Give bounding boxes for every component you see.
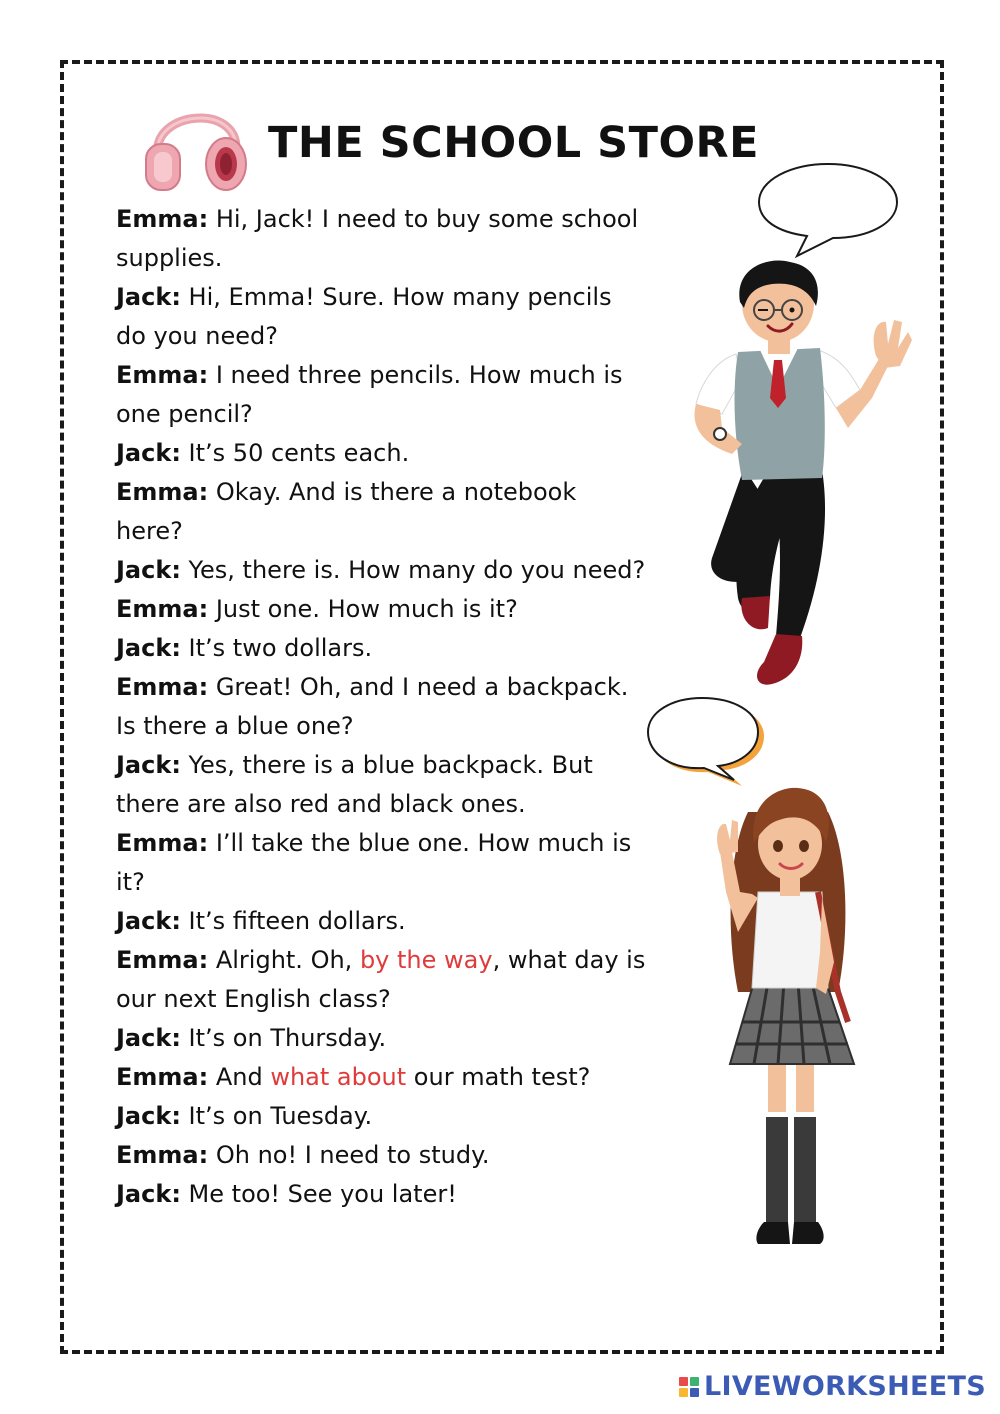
dialogue-text-segment: Just one. How much is it? [208,595,518,623]
dialogue-line [116,278,646,356]
speaker-name: Jack: [116,751,181,779]
speaker-name: Jack: [116,556,181,584]
dialogue-text-segment: Me too! See you later! [180,1180,457,1208]
speaker-name: Emma: [116,478,209,506]
dialogue-text-segment: Hi, Jack! I need to buy some school supplies. [116,205,639,272]
dialogue-line [116,941,646,1019]
dialogue-text-segment: And [208,1063,271,1091]
speaker-name: Emma: [116,946,209,974]
dialogue-text-segment: It’s on Thursday. [180,1024,387,1052]
speaker-name: Emma: [116,205,209,233]
dialogue-text-segment: Alright. Oh, [208,946,360,974]
speaker-name: Emma: [116,361,209,389]
highlighted-phrase: by the way [359,946,493,974]
dialogue-line [116,356,646,434]
speaker-name: Emma: [116,595,209,623]
dialogue-text-segment: , what day is our next English class? [116,946,646,1013]
girl-illustration [708,782,868,1252]
dialogue-text-segment: our math test? [406,1063,591,1091]
dialogue-line [116,1058,646,1097]
dialogue-text [116,200,646,1214]
dialogue-text-segment: I need three pencils. How much is one pencil? [116,361,623,428]
speaker-name: Jack: [116,1180,181,1208]
speaker-name: Jack: [116,1024,181,1052]
dialogue-text-segment: It’s fifteen dollars. [180,907,406,935]
dialogue-text-segment: Yes, there is. How many do you need? [180,556,646,584]
dialogue-line [116,1175,646,1214]
dialogue-line [116,200,646,278]
dialogue-line [116,1136,646,1175]
dialogue-text-segment: I’ll take the blue one. How much is it? [116,829,632,896]
dialogue-line [116,824,646,902]
boy-illustration [672,258,912,698]
speech-bubble-girl [644,694,766,790]
dialogue-text-segment: It’s on Tuesday. [180,1102,373,1130]
speaker-name: Jack: [116,283,181,311]
page-title: THE SCHOOL STORE [268,118,759,168]
speaker-name: Jack: [116,907,181,935]
speaker-name: Jack: [116,634,181,662]
highlighted-phrase: what about [270,1063,407,1091]
speaker-name: Emma: [116,673,209,701]
dialogue-line [116,590,646,629]
dialogue-line [116,473,646,551]
dialogue-text-segment: Okay. And is there a notebook here? [116,478,577,545]
speaker-name: Jack: [116,1102,181,1130]
dialogue-text-segment: It’s two dollars. [180,634,373,662]
liveworksheets-logo-icon [679,1377,699,1397]
dialogue-text-segment: It’s 50 cents each. [180,439,410,467]
speech-bubble-boy [755,160,901,260]
dialogue-line [116,746,646,824]
dialogue-text-segment: Hi, Emma! Sure. How many pencils do you need? [116,283,612,350]
dialogue-line [116,902,646,941]
liveworksheets-logo [679,1371,986,1402]
dialogue-line [116,668,646,746]
dialogue-line [116,1097,646,1136]
dialogue-text-segment: Oh no! I need to study. [208,1141,490,1169]
dialogue-text-segment: Great! Oh, and I need a backpack. Is there a blue one? [116,673,629,740]
speaker-name: Emma: [116,1141,209,1169]
liveworksheets-logo-text: LIVEWORKSHEETS [703,1371,986,1402]
speaker-name: Emma: [116,829,209,857]
dialogue-line [116,434,646,473]
dialogue-line [116,629,646,668]
speaker-name: Emma: [116,1063,209,1091]
dialogue-line [116,551,646,590]
dialogue-text-segment: Yes, there is a blue backpack. But there are also red and black ones. [116,751,593,818]
speaker-name: Jack: [116,439,181,467]
headphones-icon [140,92,250,196]
dialogue-line [116,1019,646,1058]
